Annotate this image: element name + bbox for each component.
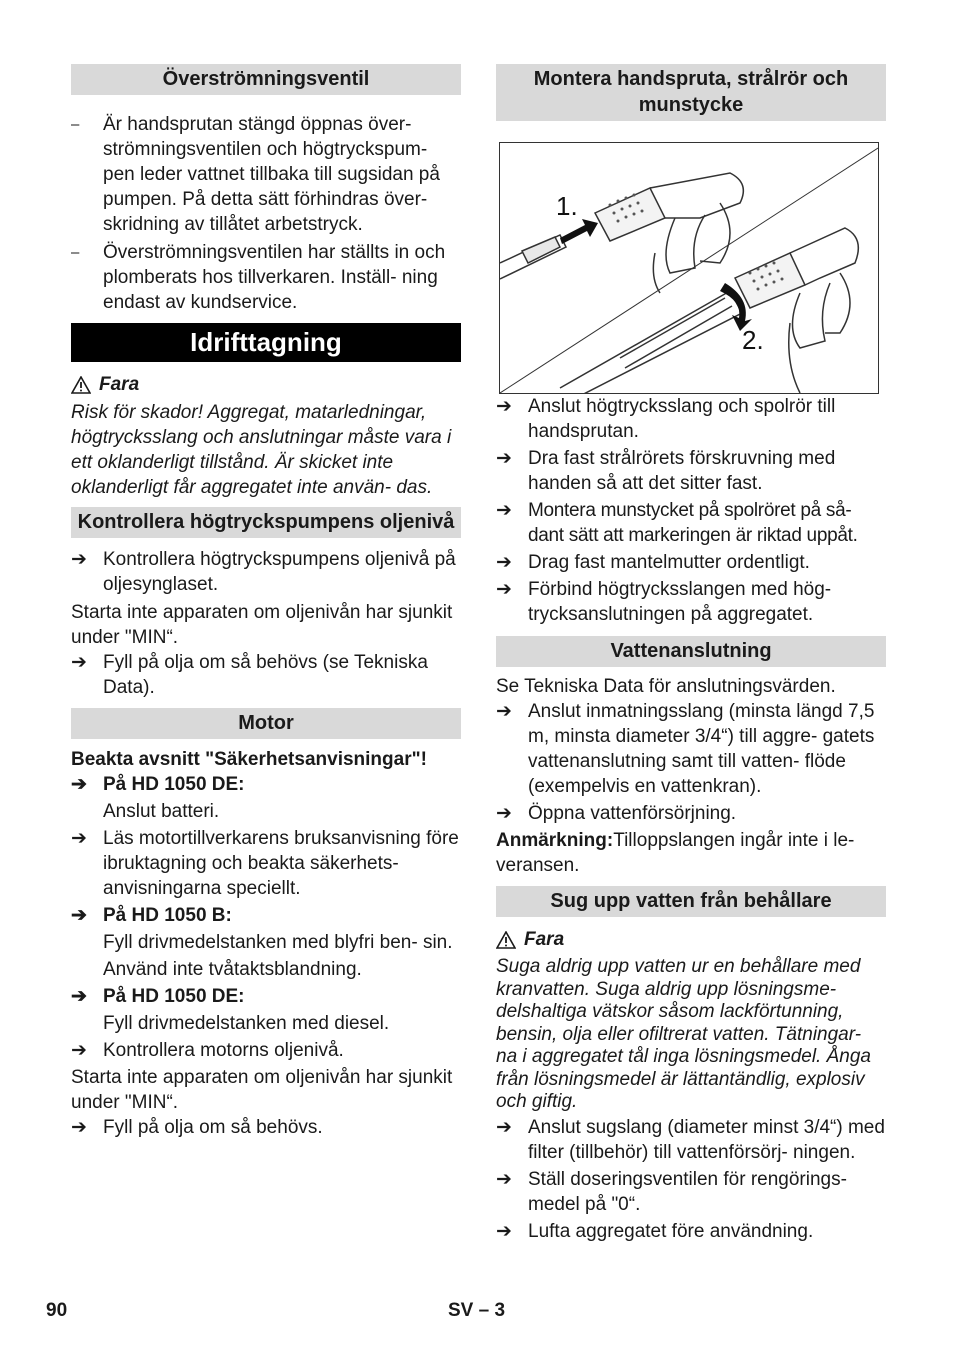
right-column [496, 64, 886, 1244]
section-heading-motor: Motor [71, 708, 461, 739]
instruction-text: Kontrollera motorns oljenivå. [103, 1040, 344, 1061]
remark [496, 828, 886, 878]
instruction-text: Lufta aggregatet före användning. [528, 1220, 814, 1242]
arrow-right-icon: ➔ [71, 774, 87, 795]
instruction-text: Kontrollera högtryckspumpens oljenivå på oljesynglaset. [103, 549, 456, 595]
dash-marker: – [71, 116, 80, 133]
instruction-step [71, 547, 461, 597]
arrow-right-icon: ➔ [496, 701, 512, 722]
spray-gun-illustration [499, 142, 879, 394]
lance-lower [560, 291, 742, 393]
lance-upper [500, 235, 566, 279]
danger-label-text: Fara [99, 374, 140, 395]
danger-text: Risk för skador! Aggregat, matarledningar, högtrycksslang och anslutningar måste vara i ett oklanderligt tillstånd. Är skicket inte oklanderligt får aggregatet inte använ- das. [71, 402, 452, 498]
list-item-text: Är handsprutan stängd öppnas över- strömningsventilen och högtryckspum- pen leder vattnet tillbaka till sugsidan på pumpen. På detta sätt förhindras över- skridning av tillåtet arbetstryck. [103, 114, 440, 235]
instruction-step [71, 650, 461, 700]
list-item [71, 112, 461, 237]
warning-triangle-icon [496, 931, 516, 949]
arrow-right-icon: ➔ [71, 1117, 87, 1138]
instruction-text: Fyll drivmedelstanken med blyfri ben- sin. [103, 932, 453, 953]
gun-upper [595, 173, 743, 293]
remark-label: Anmärkning: [496, 830, 614, 851]
safety-note: Beakta avsnitt "Säkerhetsanvisningar"! [71, 749, 427, 770]
danger-label [496, 927, 886, 952]
instruction-step [496, 1115, 886, 1165]
arrow-right-icon: ➔ [496, 448, 512, 469]
model-label: På HD 1050 DE: [103, 774, 245, 795]
arrow-right-icon: ➔ [496, 500, 512, 521]
arrow-push [560, 219, 598, 244]
arrow-right-icon: ➔ [496, 396, 512, 417]
instruction-text: Använd inte tvåtaktsblandning. [103, 959, 362, 980]
arrow-right-icon: ➔ [71, 549, 87, 570]
instruction-text: Fyll drivmedelstanken med diesel. [103, 1013, 390, 1034]
section-heading-overflow-valve: Överströmningsventil [71, 64, 461, 95]
instruction-step [71, 903, 461, 928]
instruction-step [496, 1167, 886, 1217]
intro-text: Se Tekniska Data för anslutningsvärden. [496, 676, 836, 697]
section-heading-suction: Sug upp vatten från behållare [496, 886, 886, 917]
arrow-right-icon: ➔ [496, 552, 512, 573]
instruction-step [71, 1115, 461, 1140]
arrow-right-icon: ➔ [496, 1220, 512, 1242]
instruction-step [496, 394, 886, 444]
instruction-text: Anslut sugslang (diameter minst 3/4“) med filter (tillbehör) till vattenförsörj- ningen. [528, 1116, 885, 1163]
instruction-step [496, 550, 886, 575]
instruction-step [496, 801, 886, 826]
danger-text: Suga aldrig upp vatten ur en behållare med kranvatten. Suga aldrig upp lösningsme- delshaltiga vätskor såsom lackförtunning, bensin, olja eller ofiltrerat vatten. Tätningar- na i aggregatet tål inga lösningsmedel. Ånga från lösningsmedel är lättantändlig, explosiv och giftig. [496, 956, 871, 1112]
instruction-step [71, 772, 461, 797]
section-heading-mount-gun: Montera handspruta, strålrör och munstycke [496, 64, 886, 121]
fig-label-step2: 2. [742, 325, 764, 355]
gun-lower [735, 228, 858, 393]
instruction-text: Fyll på olja om så behövs. [103, 1117, 323, 1138]
instruction-step [496, 699, 886, 799]
instruction-text: Dra fast strålrörets förskruvning med handen så att det sitter fast. [528, 448, 836, 494]
dash-marker: – [71, 244, 80, 261]
instruction-step [496, 498, 886, 548]
instruction-step [71, 826, 461, 901]
arrow-right-icon: ➔ [71, 905, 87, 926]
instruction-text: Fyll på olja om så behövs (se Tekniska Data). [103, 652, 428, 698]
instruction-step [496, 1219, 886, 1244]
section-label: SV – 3 [448, 1300, 506, 1321]
instruction-text: Drag fast mantelmutter ordentligt. [528, 552, 810, 573]
section-heading-pump-oil: Kontrollera högtryckspumpens oljenivå [71, 507, 461, 538]
danger-label [71, 372, 461, 397]
remark-text: Tilloppslangen ingår inte i le- veransen. [496, 830, 855, 876]
instruction-text: Montera munstycket på spolröret på så- dant sätt att markeringen är riktad uppåt. [528, 500, 858, 546]
arrow-right-icon: ➔ [496, 579, 512, 600]
note-text: Starta inte apparaten om oljenivån har sjunkit under "MIN“. [71, 602, 453, 648]
instruction-step [71, 984, 461, 1009]
list-item [71, 240, 461, 315]
section-heading-water-connection: Vattenanslutning [496, 636, 886, 667]
instruction-step [496, 446, 886, 496]
arrow-right-icon: ➔ [71, 986, 87, 1007]
instruction-text: Anslut batteri. [103, 801, 220, 822]
page-number: 90 [46, 1300, 68, 1321]
instruction-text: Förbind högtrycksslangen med hög- trycksanslutningen på aggregatet. [528, 579, 832, 625]
chapter-heading: Idrifttagning [71, 323, 461, 362]
arrow-right-icon: ➔ [496, 803, 512, 824]
arrow-right-icon: ➔ [496, 1116, 512, 1138]
list-item-text: Överströmningsventilen har ställts in och plomberats hos tillverkaren. Inställ- ning endast av kundservice. [103, 242, 446, 313]
instruction-text: Anslut högtrycksslang och spolrör till handsprutan. [528, 396, 836, 442]
spray-gun-drawing [500, 143, 878, 393]
arrow-right-icon: ➔ [71, 828, 87, 849]
instruction-step [496, 577, 886, 627]
note-text: Starta inte apparaten om oljenivån har sjunkit under "MIN“. [71, 1067, 453, 1113]
instruction-text: Anslut inmatningsslang (minsta längd 7,5 m, minsta diameter 3/4“) till aggre- gatets vattenanslutning samt till vatten- flöde (exempelvis en vattenkran). [528, 701, 875, 797]
arrow-right-icon: ➔ [71, 652, 87, 673]
warning-triangle-icon [71, 376, 91, 394]
instruction-text: Ställ doseringsventilen för rengörings- medel på "0“. [528, 1168, 847, 1215]
instruction-text: Läs motortillverkarens bruksanvisning före ibruktagning och beakta säkerhets- anvisningarna speciellt. [103, 828, 459, 899]
model-label: På HD 1050 DE: [103, 986, 245, 1007]
model-label: På HD 1050 B: [103, 905, 232, 926]
arrow-right-icon: ➔ [71, 1040, 87, 1061]
fig-label-step1: 1. [556, 191, 578, 221]
arrow-right-icon: ➔ [496, 1168, 512, 1190]
instruction-step [71, 1038, 461, 1063]
instruction-text: Öppna vattenförsörjning. [528, 803, 737, 824]
danger-label-text: Fara [524, 929, 565, 950]
left-column [71, 64, 461, 1140]
